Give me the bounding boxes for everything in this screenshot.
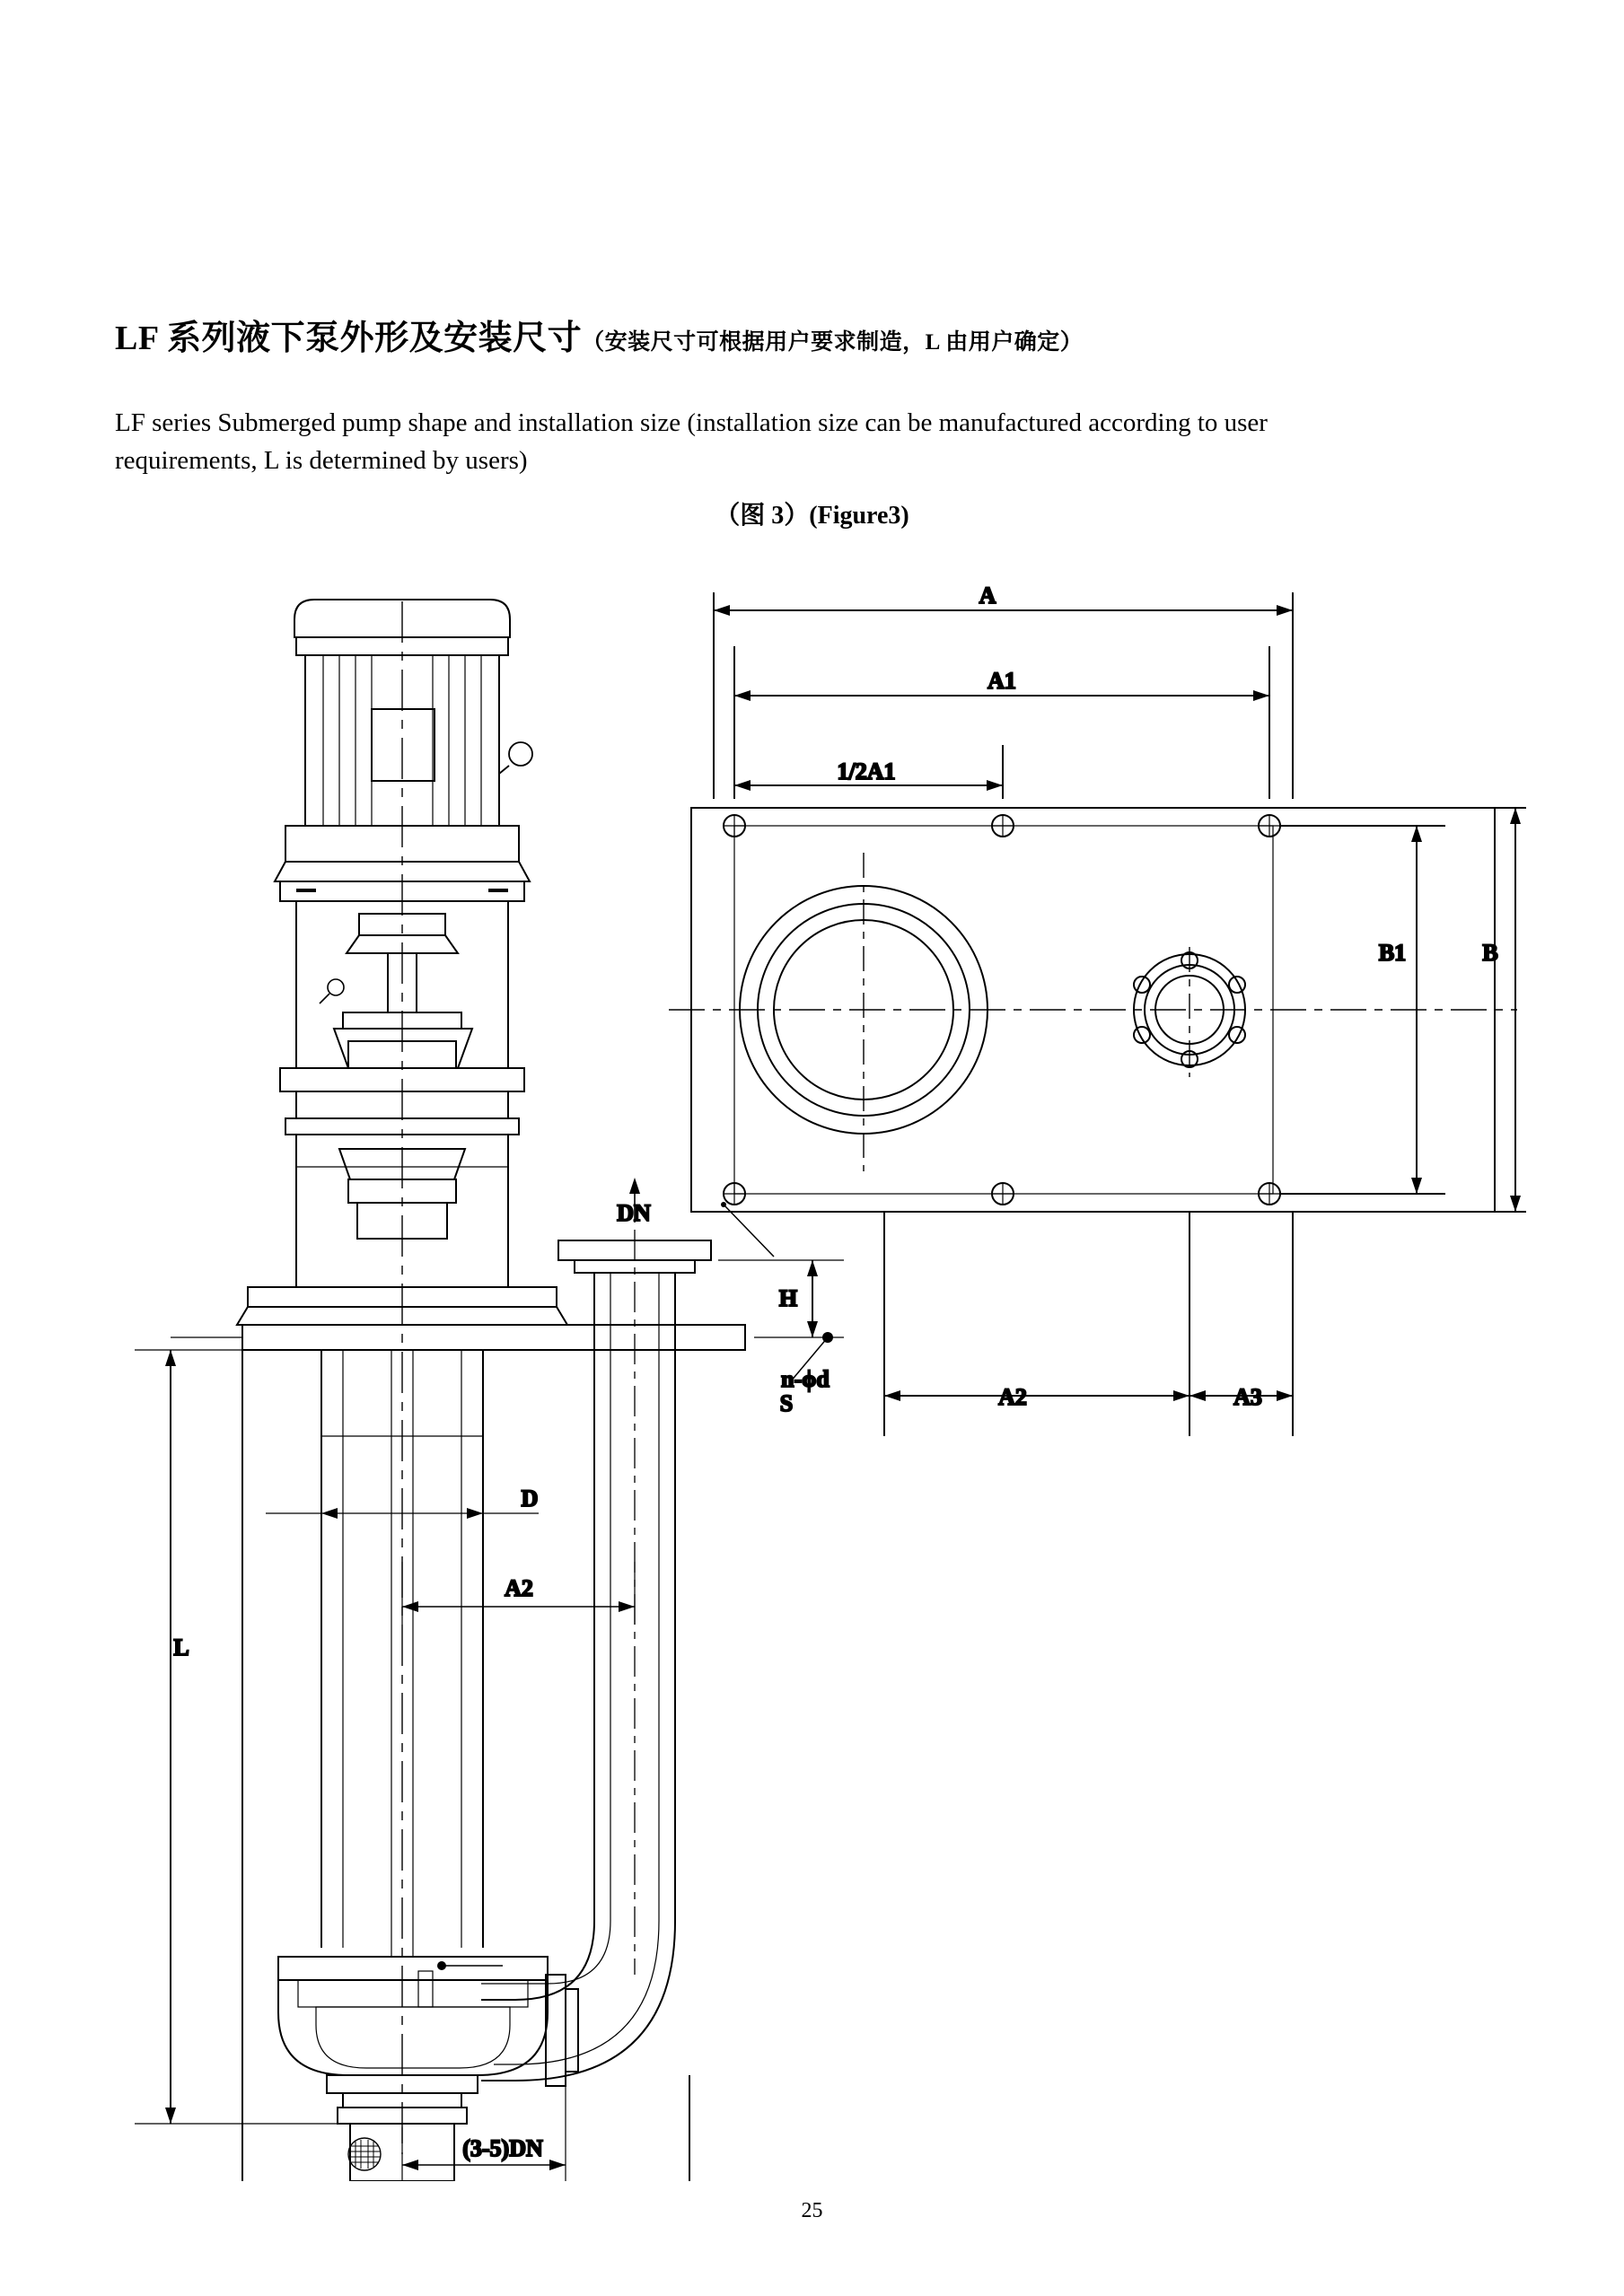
label-A3: A3 (1233, 1384, 1262, 1410)
page-subtitle-english: LF series Submerged pump shape and installation size (installation size can be manufactured according to user requirements, L is determined by users) (115, 408, 1268, 476)
motor-assembly (275, 600, 532, 881)
discharge-pipe (481, 1178, 711, 2086)
technical-drawing (0, 539, 1624, 2181)
label-S: S (779, 1390, 794, 1416)
mounting-hole (724, 1183, 745, 1205)
strainer-mesh (348, 2140, 381, 2169)
mounting-hole (724, 815, 745, 837)
dim-A2-plan (884, 1212, 1189, 1436)
page-title-main: LF 系列液下泵外形及安装尺寸 (115, 320, 583, 357)
pump-casing (278, 1350, 548, 2181)
label-H: H (778, 1285, 798, 1311)
hole-callout-leader (721, 1202, 774, 1257)
label-B: B (1482, 940, 1498, 966)
label-B1: B1 (1378, 940, 1407, 966)
sump-outline (242, 1350, 689, 2181)
label-A1: A1 (988, 668, 1016, 694)
mounting-hole (992, 815, 1014, 837)
page-title (115, 310, 1083, 359)
mounting-hole (992, 1183, 1014, 1205)
label-D: D (521, 1485, 539, 1512)
figure-caption: （图 3）(Figure3) (715, 502, 909, 530)
label-3-5-DN: (3-5)DN (462, 2135, 543, 2161)
dim-3-5-DN (402, 2075, 566, 2181)
plan-view (669, 583, 1526, 1436)
label-half-A1: 1/2A1 (837, 758, 896, 784)
dim-L (135, 1350, 338, 2124)
mounting-hole (1259, 815, 1280, 837)
label-L: L (173, 1634, 189, 1661)
label-DN: DN (617, 1200, 651, 1226)
page-number: 25 (801, 2199, 823, 2222)
mounting-hole (1259, 1183, 1280, 1205)
page-title-note: （安装尺寸可根据用户要求制造，L 由用户确定） (582, 330, 1084, 355)
label-n-phi-d: n-ϕd (781, 1366, 830, 1392)
label-A2-plan: A2 (998, 1384, 1027, 1410)
label-A: A (979, 583, 996, 609)
label-A2-front: A2 (505, 1575, 533, 1601)
